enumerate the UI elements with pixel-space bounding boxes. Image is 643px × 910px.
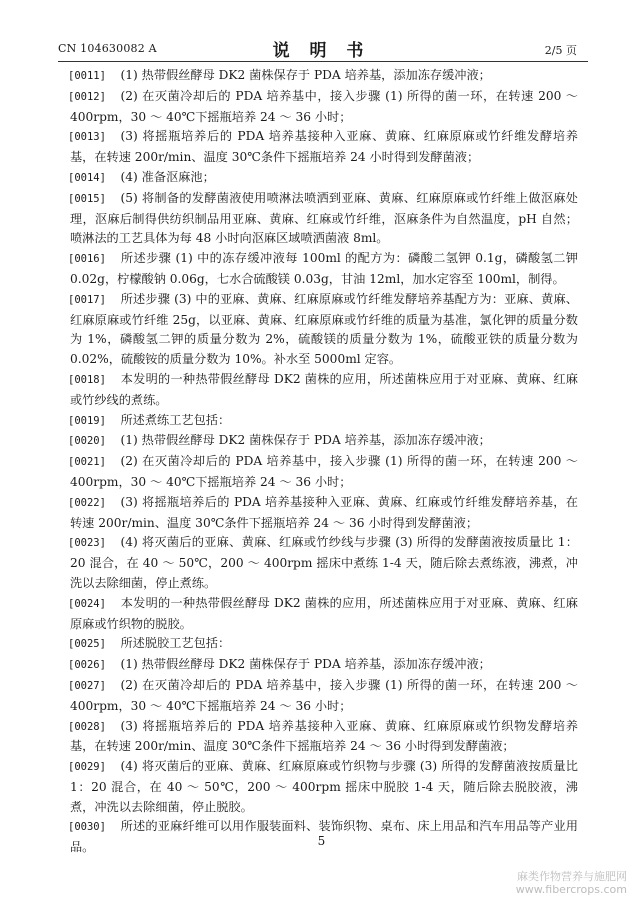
paragraph-number: [0028] (68, 720, 106, 733)
document-number: CN 104630082 A (58, 42, 157, 55)
paragraph-text: (1) 热带假丝酵母 DK2 菌株保存于 PDA 培养基，添加冻存缓冲液； (120, 68, 491, 82)
paragraph-text: 所述脱胶工艺包括： (120, 636, 231, 651)
paragraph-text: 本发明的一种热带假丝酵母 DK2 菌株的应用，所述菌株应用于对亚麻、黄麻、红麻或竹纱线的煮练。 (70, 371, 578, 407)
paragraph (70, 370, 578, 411)
paragraph-number: [0030] (68, 821, 106, 834)
document-body (70, 66, 578, 858)
paragraph-number: [0015] (68, 192, 106, 205)
paragraph (70, 493, 578, 534)
paragraph-text: (3) 将摇瓶培养后的 PDA 培养基接种入亚麻、黄麻、红麻原麻或竹纤维发酵培养基，在转速 200r/min、温度 30℃条件下摇瓶培养 24 小时得到发酵菌液； (70, 129, 578, 165)
paragraph-number: [0025] (68, 638, 106, 651)
paragraph-text: (2) 在灭菌冷却后的 PDA 培养基中，接入步骤 (1) 所得的菌一环，在转速 200 ～ 400rpm，30 ～ 40℃下摇瓶培养 24 ～ 36 小时； (70, 88, 578, 124)
paragraph-number: [0021] (68, 456, 106, 469)
page-of-label: 2/5 页 (544, 44, 577, 57)
paragraph-number: [0016] (68, 253, 106, 266)
paragraph-text: (4) 将灭菌后的亚麻、黄麻、红麻原麻或竹织物与步骤 (3) 所得的发酵菌液按质量比 1：20 混合，在 40 ～ 50℃，200 ～ 400rpm 摇床中脱胶 1-4 天，随后除去脱胶液，沸煮，冲洗以去除细菌，停止脱胶。 (70, 759, 578, 814)
paragraph-text: (1) 热带假丝酵母 DK2 菌株保存于 PDA 培养基，添加冻存缓冲液； (120, 657, 491, 672)
paragraph (70, 290, 578, 370)
paragraph-number: [0014] (68, 171, 106, 184)
page-title: 说 明 书 (272, 41, 371, 61)
paragraph-text: (3) 将摇瓶培养后的 PDA 培养基接种入亚麻、黄麻、红麻或竹纤维发酵培养基，在转速 200r/min、温度 30℃条件下摇瓶培养 24 ～ 36 小时得到发酵菌液； (70, 494, 578, 530)
paragraph-text: 本发明的一种热带假丝酵母 DK2 菌株的应用，所述菌株应用于对亚麻、黄麻、红麻原麻或竹织物的脱胶。 (70, 595, 578, 631)
paragraph (70, 533, 578, 593)
paragraph (70, 168, 578, 189)
paragraph-text: (3) 将摇瓶培养后的 PDA 培养基接种入亚麻、黄麻、红麻原麻或竹织物发酵培养基，在转速 200r/min、温度 30℃条件下摇瓶培养 24 ～ 36 小时得到发酵菌液； (70, 718, 578, 754)
paragraph-text: 所述步骤 (1) 中的冻存缓冲液每 100ml 的配方为：磷酸二氢钾 0.1g，磷酸氢二钾 0.02g，柠檬酸钠 0.06g，七水合硫酸镁 0.03g，甘油 12ml，加水定容至 100ml，制得。 (70, 251, 578, 286)
paragraph-number: [0027] (68, 679, 106, 692)
paragraph (70, 717, 578, 758)
paragraph (70, 594, 578, 635)
paragraph-text: (1) 热带假丝酵母 DK2 菌株保存于 PDA 培养基，添加冻存缓冲液； (120, 433, 491, 448)
paragraph-number: [0011] (68, 70, 106, 82)
paragraph-text: (2) 在灭菌冷却后的 PDA 培养基中，接入步骤 (1) 所得的菌一环，在转速 200 ～ 400rpm，30 ～ 40℃下摇瓶培养 24 ～ 36 小时； (70, 677, 578, 713)
page-header (0, 38, 643, 60)
watermark-title: 麻类作物营养与施肥网 (517, 870, 627, 883)
paragraph (70, 431, 578, 452)
paragraph-number: [0029] (68, 761, 106, 774)
page-number: 5 (317, 834, 326, 848)
paragraph-text: (4) 将灭菌后的亚麻、黄麻、红麻或竹纱线与步骤 (3) 所得的发酵菌液按质量比 1：20 混合，在 40 ～ 50℃，200 ～ 400rpm 摇床中煮练 1-4 天，随后除去煮练液，沸煮，冲洗以去除细菌，停止煮练。 (70, 535, 578, 590)
paragraph-text: (5) 将制备的发酵菌液使用喷淋法喷洒到亚麻、黄麻、红麻原麻或竹纤维上做沤麻处理，沤麻后制得供纺织制品用亚麻、黄麻、红麻或竹纤维，沤麻条件为自然温度，pH 自然；喷淋法的工艺具体为每 48 小时向沤麻区域喷洒菌液 8ml。 (70, 190, 578, 246)
paragraph (70, 249, 578, 290)
paragraph-number: [0018] (68, 373, 106, 386)
paragraph (70, 634, 578, 655)
paragraph (70, 127, 578, 168)
paragraph-number: [0012] (68, 90, 106, 103)
watermark-url: www.fibercrops.com (515, 883, 627, 896)
paragraph (70, 757, 578, 817)
paragraph-number: [0026] (68, 659, 106, 672)
paragraph-text: 所述的亚麻纤维可以用作服装面料、装饰织物、桌布、床上用品和汽车用品等产业用品。 (70, 819, 578, 855)
paragraph-number: [0024] (68, 597, 106, 610)
paragraph-number: [0019] (68, 414, 106, 427)
paragraph (70, 655, 578, 676)
paragraph-number: [0013] (68, 131, 106, 144)
paragraph-text: (4) 准备沤麻池； (120, 169, 215, 184)
paragraph-text: 所述煮练工艺包括： (120, 412, 231, 427)
paragraph (70, 676, 578, 717)
paragraph (70, 87, 578, 128)
paragraph (70, 189, 578, 249)
paragraph-number: [0020] (68, 435, 106, 448)
paragraph (70, 452, 578, 493)
paragraph-number: [0022] (68, 496, 106, 509)
paragraph-text: 所述步骤 (3) 中的亚麻、黄麻、红麻原麻或竹纤维发酵培养基配方为：亚麻、黄麻、红麻原麻或竹纤维 25g，以亚麻、黄麻、红麻原麻或竹纤维的质量为基准，氯化钾的质量分数为 1%，磷酸氢二钾的质量分数为 2%，硫酸镁的质量分数为 1%，硫酸亚铁的质量分数为 0.02%，硫酸铵的质量分数为 10%。补水至 5000ml 定容。 (70, 291, 578, 367)
paragraph (70, 66, 578, 87)
paragraph (70, 411, 578, 432)
paragraph-number: [0023] (68, 537, 106, 550)
site-watermark (516, 870, 627, 896)
paragraph-text: (2) 在灭菌冷却后的 PDA 培养基中，接入步骤 (1) 所得的菌一环，在转速 200 ～ 400rpm，30 ～ 40℃下摇瓶培养 24 ～ 36 小时； (70, 454, 578, 489)
paragraph-number: [0017] (68, 293, 106, 306)
header-rule (58, 61, 588, 62)
